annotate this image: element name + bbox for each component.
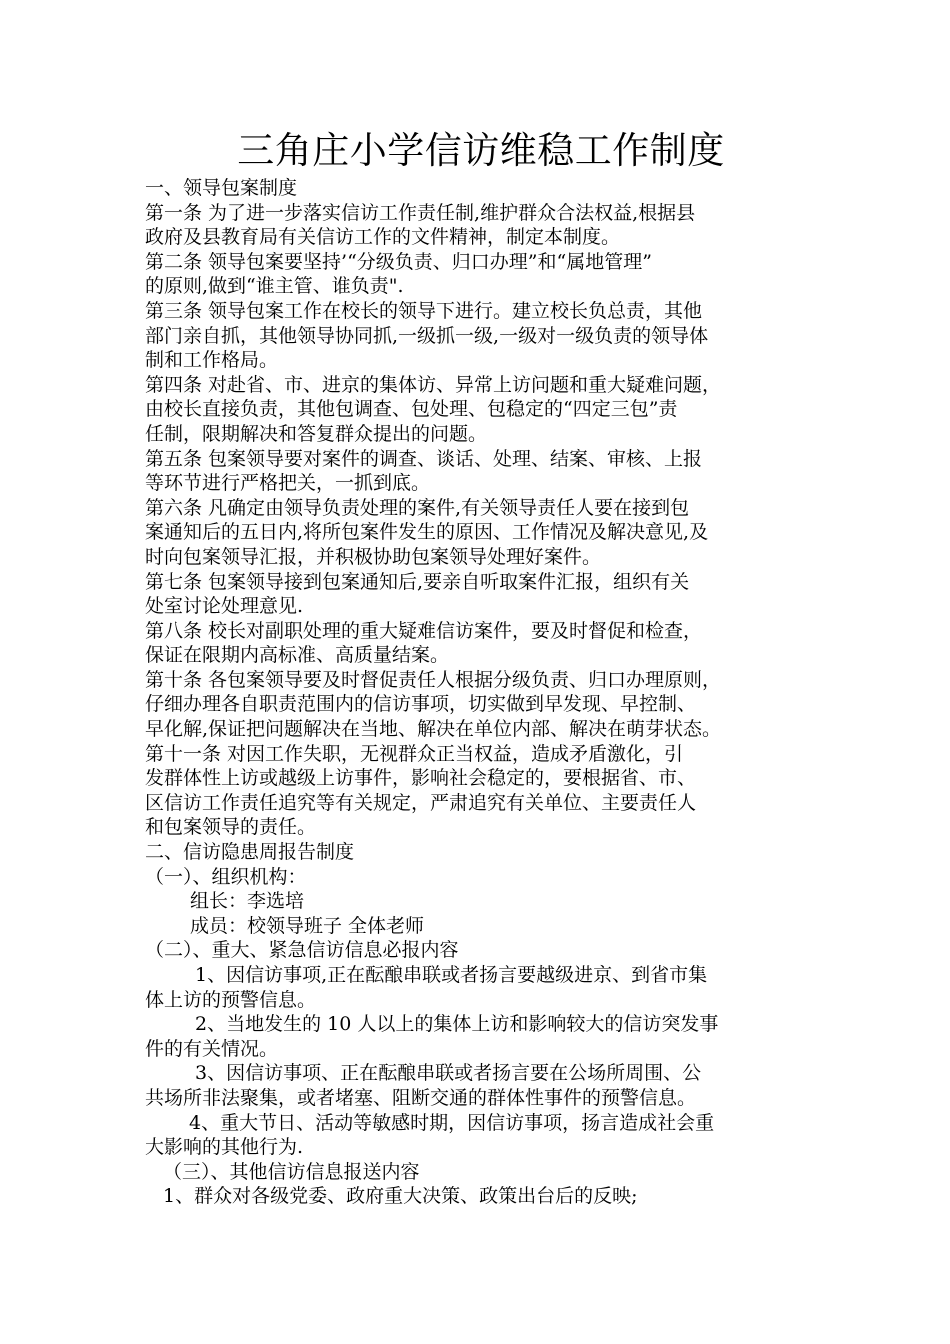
item-3-line-2: 共场所非法聚集，或者堵塞、阻断交通的群体性事件的预警信息。 [145, 1086, 697, 1109]
section-1-line: 第八条 校长对副职处理的重大疑难信访案件，要及时督促和检查， [145, 619, 703, 642]
document-title: 三角庄小学信访维稳工作制度 [237, 129, 725, 172]
section-1-line: 第七条 包案领导接到包案通知后,要亲自听取案件汇报，组织有关 [145, 570, 690, 593]
section-1-line: 第十条 各包案领导要及时督促责任人根据分级负责、归口办理原则， [145, 668, 722, 691]
item-1-line-1: 1、因信访事项,正在酝酿串联或者扬言要越级进京、到省市集 [195, 964, 708, 986]
section-1-line: 第六条 凡确定由领导负责处理的案件,有关领导责任人要在接到包 [145, 496, 690, 519]
section-1-line: 第三条 领导包案工作在校长的领导下进行。建立校长负总责，其他 [145, 299, 703, 322]
section-1-line: 和包案领导的责任。 [145, 816, 317, 839]
section-1-line: 第五条 包案领导要对案件的调查、谈话、处理、结案、审核、上报 [145, 447, 703, 470]
subsection-heading-2: （二）、重大、紧急信访信息必报内容 [145, 939, 459, 962]
section-1-line: 区信访工作责任追究等有关规定，严肃追究有关单位、主要责任人 [145, 791, 697, 814]
section-1-line: 由校长直接负责，其他包调查、包处理、包稳定的“四定三包”责 [145, 398, 678, 421]
item-2-line-1: 2、当地发生的 10 人以上的集体上访和影响较大的信访突发事 [195, 1013, 719, 1036]
item-1-line-2: 体上访的预警信息。 [145, 988, 317, 1011]
other-item-1: 1、群众对各级党委、政府重大决策、政策出台后的反映; [163, 1185, 638, 1208]
section-1-line: 时向包案领导汇报，并积极协助包案领导处理好案件。 [145, 545, 602, 568]
section-heading-1: 一、领导包案制度 [145, 177, 298, 199]
section-1-body [145, 201, 817, 840]
section-1-line: 案通知后的五日内,将所包案件发生的原因、工作情况及解决意见,及 [145, 521, 709, 544]
item-4-line-1: 4、重大节日、活动等敏感时期，因信访事项，扬言造成社会重 [189, 1111, 715, 1134]
document-page [145, 126, 817, 1209]
section-1-line: 任制，限期解决和答复群众提出的问题。 [145, 422, 488, 445]
section-1-line: 政府及县教育局有关信访工作的文件精神，制定本制度。 [145, 226, 621, 249]
section-heading-2: 二、信访隐患周报告制度 [145, 841, 355, 864]
section-1-line: 第四条 对赴省、市、进京的集体访、异常上访问题和重大疑难问题， [145, 373, 722, 396]
subsection-heading-1: （一）、组织机构： [145, 865, 307, 888]
item-4-line-2: 大影响的其他行为. [145, 1136, 304, 1159]
section-1-line: 保证在限期内高标准、高质量结案。 [145, 644, 450, 667]
section-1-line: 等环节进行严格把关，一抓到底。 [145, 472, 431, 495]
item-3-line-1: 3、因信访事项、正在酝酿串联或者扬言要在公场所周围、公 [195, 1062, 702, 1085]
subsection-heading-3: （三）、其他信访信息报送内容 [163, 1160, 420, 1183]
section-1-line: 处室讨论处理意见. [145, 595, 304, 618]
section-1-line: 第一条 为了进一步落实信访工作责任制,维护群众合法权益,根据县 [145, 201, 696, 224]
item-2-line-2: 件的有关情况。 [145, 1037, 279, 1060]
section-1-line: 发群体性上访或越级上访事件，影响社会稳定的，要根据省、市、 [145, 767, 697, 790]
section-1-line: 的原则,做到“谁主管、谁负责". [145, 275, 404, 298]
section-1-line: 第十一条 对因工作失职，无视群众正当权益，造成矛盾激化，引 [145, 742, 684, 765]
section-1-line: 部门亲自抓，其他领导协同抓,一级抓一级,一级对一级负责的领导体 [145, 324, 709, 347]
members-line: 成员：校领导班子 全体老师 [190, 914, 425, 937]
section-1-line: 早化解,保证把问题解决在当地、解决在单位内部、解决在萌芽状态。 [145, 718, 722, 741]
section-1-line: 第二条 领导包案要坚持’“分级负责、归口办理”和“属地管理” [145, 250, 652, 273]
leader-line: 组长：李选培 [190, 890, 305, 913]
section-1-line: 仔细办理各自职责范围内的信访事项，切实做到早发现、早控制、 [145, 693, 697, 716]
section-1-line: 制和工作格局。 [145, 349, 279, 372]
